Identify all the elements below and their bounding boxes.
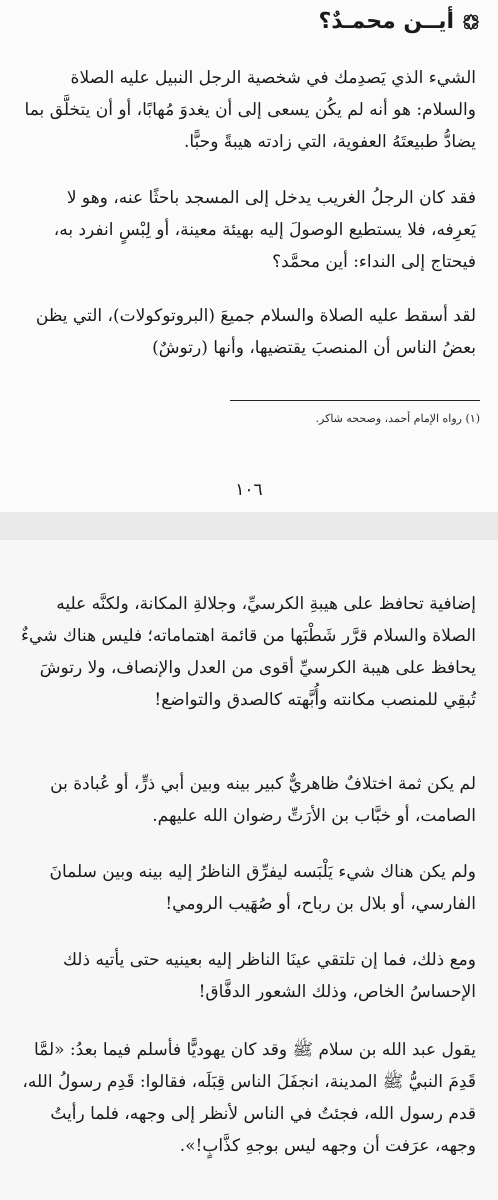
- footnote: (١) رواه الإمام أحمد، وصححه شاكر.: [315, 412, 480, 425]
- paragraph: يقول عبد الله بن سلام ﷺ وقد كان يهوديًّا فأسلم فيما بعدُ: «لمَّا قَدِمَ النبيُّ ﷺ المدينة، انجفَلَ الناس قِبَلَه، فقالوا: قَدِم رسولُ الله، قدم رسول الله، فجئتُ في الناس لأنظر إلى وجهه، فلما رأيتُ وجهه، عرَفت أن وجهه ليس بوجهِ كذَّابٍ!».: [22, 1040, 476, 1156]
- paragraph: الشيء الذي يَصدِمك في شخصية الرجل النبيل عليه الصلاة والسلام: هو أنه لم يكُن يسعى إلى أن يغدوَ مُهابًا، أو أن يتخلَّق بما يضادُّ طبيعتَهُ العفوية، التي زادته هيبةً وحبًّا.: [24, 68, 476, 152]
- book-page-top: [0, 0, 498, 512]
- paragraph: ولم يكن هناك شيء يَلْبَسه ليفرِّق الناظرُ إليه بينه وبين سلمانَ الفارسي، أو بلال بن رباح، أو صُهَيب الرومي!: [49, 862, 476, 914]
- paragraph: لم يكن ثمة اختلافٌ ظاهريٌّ كبير بينه وبين أبي ذرٍّ، أو عُبادة بن الصامت، أو خبَّاب بن الأرَتِّ رضوان الله عليهم.: [50, 774, 476, 826]
- chapter-title: أيــن محمـدٌ؟: [318, 9, 454, 34]
- ornament-icon: [462, 13, 480, 31]
- paragraph: إضافية تحافظ على هيبةِ الكرسيِّ، وجلالةِ المكانة، ولكنَّه عليه الصلاة والسلام قرَّر شَطْبَها من قائمة اهتماماته؛ فليس هناك شيءٌ يحافظ على هيبة الكرسيِّ أقوى من العدل والإنصاف، ولا رتوشَ تُبقِي للمنصب مكانته وأُبَّهته كالصدق والتواضع!: [21, 594, 476, 710]
- book-page-bottom: [0, 540, 498, 1200]
- paragraph: لقد أسقط عليه الصلاة والسلام جميعَ (البروتوكولات)، التي يظن بعضُ الناس أن المنصبَ يقتضيها، وأنها (رتوشٌ): [35, 306, 476, 358]
- paragraph: فقد كان الرجلُ الغريب يدخل إلى المسجد باحثًا عنه، وهو لا يَعرِفه، فلا يستطيع الوصولَ إليه بهيئة معينة، أو لِبْسٍ انفرد به، فيحتاج إلى النداء: أين محمَّد؟: [53, 188, 476, 272]
- paragraph: ومع ذلك، فما إن تلتقي عينَا الناظر إليه بعينيه حتى يأتيه ذلك الإحساسُ الخاص، وذلك الشعور الدفَّاق!: [62, 950, 476, 1002]
- footnote-divider: [230, 400, 480, 401]
- page-number: ١٠٦: [235, 480, 263, 500]
- chapter-heading-row: [318, 8, 480, 36]
